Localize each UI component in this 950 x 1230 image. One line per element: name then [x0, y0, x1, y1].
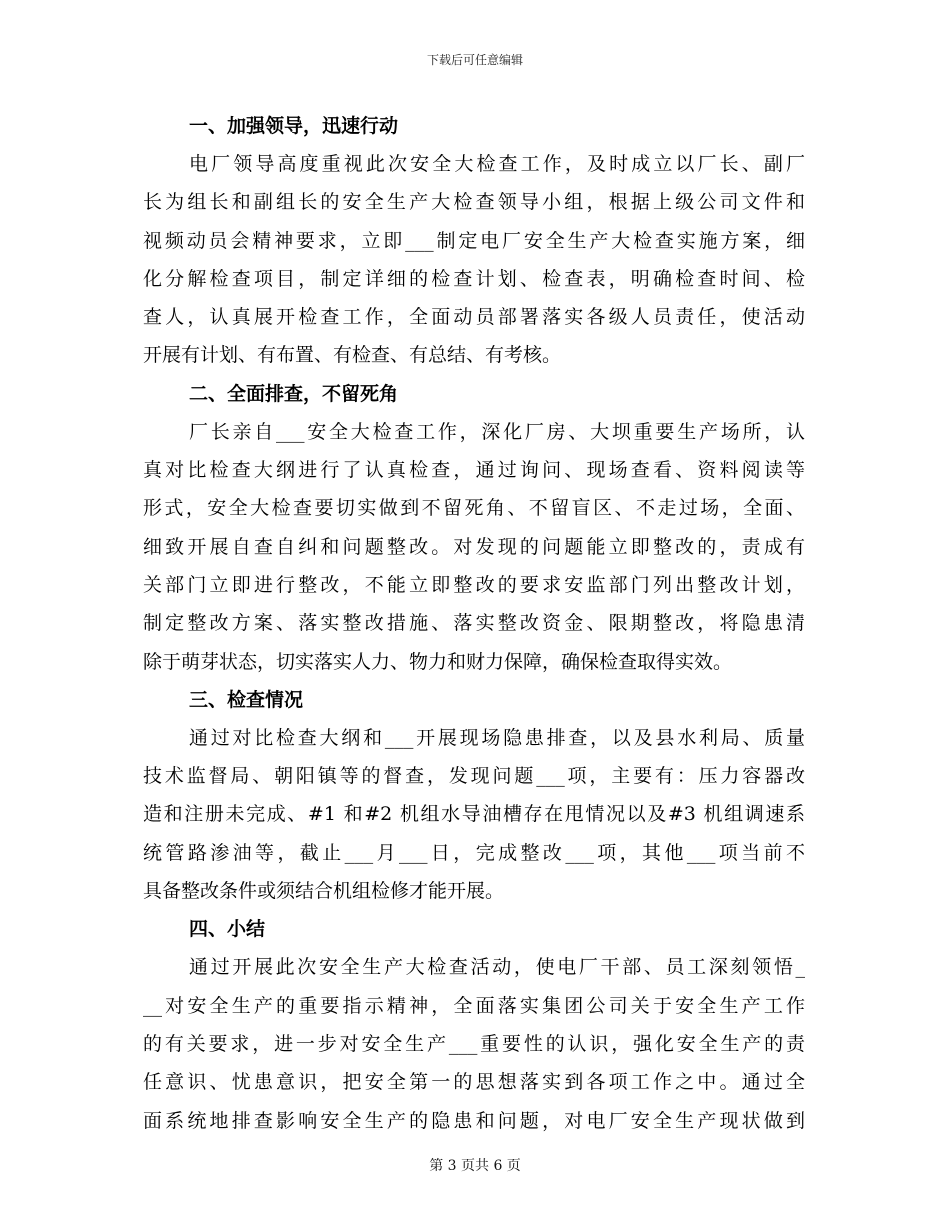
paragraph-line: 的有关要求，进一步对安全生产___重要性的认识，强化安全生产的责	[143, 1032, 805, 1055]
section-paragraph	[143, 948, 805, 1139]
paragraph-line: 造和注册未完成、#1 和#2 机组水导油槽存在甩情况以及#3 机组调速系	[143, 803, 805, 826]
paragraph-line: 化分解检查项目，制定详细的检查计划、检查表，明确检查时间、检	[143, 267, 805, 290]
page-header-note: 下载后可任意编辑	[426, 53, 523, 67]
section-heading: 二、全面排查，不留死角	[189, 382, 399, 405]
section-summary	[143, 910, 805, 1139]
paragraph-line: 任意识、忧患意识，把安全第一的思想落实到各项工作之中。通过全	[143, 1071, 805, 1094]
paragraph-line: 具备整改条件或须结合机组检修才能开展。	[143, 880, 505, 903]
section-heading: 一、加强领导，迅速行动	[189, 115, 399, 137]
paragraph-line: 开展有计划、有布置、有检查、有总结、有考核。	[143, 344, 562, 367]
paragraph-line: 厂长亲自___安全大检查工作，深化厂房、大坝重要生产场所，认	[189, 420, 805, 443]
paragraph-line: 查人，认真展开检查工作，全面动员部署落实各级人员责任，使活动	[143, 306, 805, 329]
section-inspection	[143, 375, 805, 681]
paragraph-line: 制定整改方案、落实整改措施、落实整改资金、限期整改，将隐患清	[143, 612, 805, 635]
paragraph-line: 电厂领导高度重视此次安全大检查工作，及时成立以厂长、副厂	[189, 153, 805, 175]
paragraph-line: 形式，安全大检查要切实做到不留死角、不留盲区、不走过场，全面、	[143, 497, 805, 520]
paragraph-line: 真对比检查大纲进行了认真检查，通过询问、现场查看、资料阅读等	[143, 459, 805, 482]
paragraph-line: 技术监督局、朝阳镇等的督查，发现问题___项，主要有：压力容器改	[143, 765, 805, 788]
paragraph-line: 通过对比检查大纲和___开展现场隐患排查，以及县水利局、质量	[189, 726, 805, 749]
paragraph-line: 关部门立即进行整改，不能立即整改的要求安监部门列出整改计划，	[143, 573, 805, 596]
document-body	[143, 107, 805, 1140]
paragraph-line: 通过开展此次安全生产大检查活动，使电厂干部、员工深刻领悟_	[189, 956, 805, 979]
paragraph-line: 统管路渗油等，截止___月___日，完成整改___项，其他___项当前不	[143, 841, 805, 864]
section-paragraph	[143, 413, 805, 681]
section-paragraph	[143, 719, 805, 910]
page-number-footer: 第 3 页共 6 页	[429, 1158, 521, 1174]
paragraph-line: 除于萌芽状态，切实落实人力、物力和财力保障，确保检查取得实效。	[143, 650, 733, 673]
paragraph-line: 细致开展自查自纠和问题整改。对发现的问题能立即整改的，责成有	[143, 535, 805, 558]
paragraph-line: 面系统地排查影响安全生产的隐患和问题，对电厂安全生产现状做到	[143, 1109, 805, 1132]
section-heading: 三、检查情况	[189, 688, 304, 711]
section-leadership	[143, 107, 805, 375]
section-paragraph	[143, 145, 805, 375]
paragraph-line: 长为组长和副组长的安全生产大检查领导小组，根据上级公司文件和	[143, 191, 805, 214]
paragraph-line: __对安全生产的重要指示精神，全面落实集团公司关于安全生产工作	[143, 994, 805, 1017]
paragraph-line: 视频动员会精神要求，立即___制定电厂安全生产大检查实施方案，细	[143, 229, 805, 252]
section-heading: 四、小结	[189, 918, 266, 941]
section-findings	[143, 681, 805, 910]
